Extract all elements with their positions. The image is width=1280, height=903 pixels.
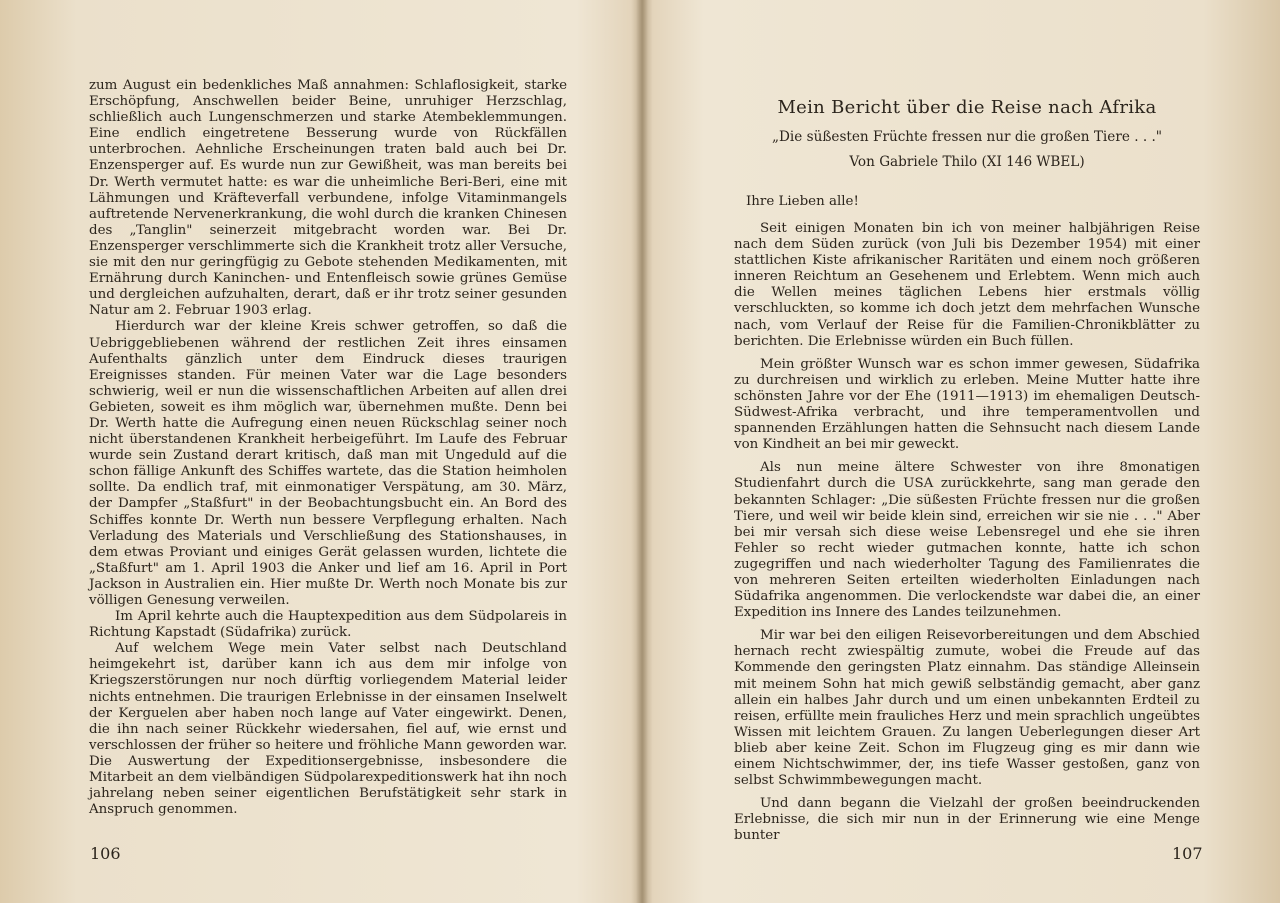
page-number: 106 <box>90 844 121 863</box>
greeting: Ihre Lieben alle! <box>746 194 859 209</box>
article-title: Mein Bericht über die Reise nach Afrika <box>777 97 1157 118</box>
paragraph: Seit einigen Monaten bin ich von meiner halbjährigen Reise nach dem Süden zurück (von Juli bis Dezember 1954) mit einer stattlichen Kiste afrikanischer Raritäten und einem noch größeren inneren Reichtum an Gesehenem und Erlebtem. Wenn mich auch die Wellen meines täglichen Lebens hier erstmals völlig verschluckten, so komme ich doch jetzt dem mehrfachen Wunsche nach, vom Verlauf der Reise für die Familien-Chronikblätter zu berichten. Die Erlebnisse würden ein Buch füllen. <box>734 221 1200 349</box>
left-page-text <box>89 78 567 818</box>
paragraph: Als nun meine ältere Schwester von ihre 8monatigen Studienfahrt durch die USA zurückkehrte, sang man gerade den bekannten Schlager: „Die süßesten Früchte fressen nur die großen Tiere, und weil wir beide klein sind, erreichen wir sie nie . . ." Aber bei mir versah sich diese weise Lebensregel und ehe sie ihren Fehler so recht wieder gutmachen konnte, hatte ich schon zugegriffen und nach wiederholter Tagung des Familienrates die von mehreren Seiten erteilten wiederholten Einladungen nach Südafrika angenommen. Die verlockendste war dabei die, an einer Expedition ins Innere des Landes teilzunehmen. <box>734 460 1200 621</box>
right-page <box>640 0 1280 903</box>
paragraph: Mir war bei den eiligen Reisevorbereitungen und dem Abschied hernach recht zwiespältig zumute, wobei die Freude auf das Kommende den geringsten Platz einnahm. Das ständige Alleinsein mit meinem Sohn hat mich gewiß selbständig gemacht, aber ganz allein ein halbes Jahr durch und um einen unbekannten Erdteil zu reisen, erfüllte mein frauliches Herz und mein sprachlich ungeübtes Wissen mit leichtem Grauen. Zu langen Ueberlegungen dieser Art blieb aber keine Zeit. Schon im Flugzeug ging es mir dann wie einem Nichtschwimmer, der, ins tiefe Wasser gestoßen, ganz von selbst Schwimmbewegungen macht. <box>734 628 1200 789</box>
paragraph: Und dann begann die Vielzahl der großen beeindruckenden Erlebnisse, die sich mir nun in der Erinnerung wie eine Menge bunter <box>734 796 1200 844</box>
paragraph: Im April kehrte auch die Hauptexpedition aus dem Südpolareis in Richtung Kapstadt (Südafrika) zurück. <box>89 609 567 641</box>
paragraph: Mein größter Wunsch war es schon immer gewesen, Südafrika zu durchreisen und wirklich zu erleben. Meine Mutter hatte ihre schönsten Jahre vor der Ehe (1911—1913) im ehemaligen Deutsch-Südwest-Afrika verbracht, und ihre temperamentvollen und spannenden Erzählungen hatten die Sehnsucht nach diesem Lande von Kindheit an bei mir geweckt. <box>734 356 1200 453</box>
paragraph: Hierdurch war der kleine Kreis schwer getroffen, so daß die Uebriggebliebenen während der restlichen Zeit ihres einsamen Aufenthalts gänzlich unter dem Eindruck dieses traurigen Ereignisses standen. Für meinen Vater war die Lage besonders schwierig, weil er nun die wissenschaftlichen Arbeiten auf allen drei Gebieten, soweit es ihm möglich war, übernehmen mußte. Denn bei Dr. Werth hatte die Aufregung einen neuen Rückschlag seiner noch nicht überstandenen Krankheit herbeigeführt. Im Laufe des Februar wurde sein Zustand derart kritisch, daß man mit Ungeduld auf die schon fällige Ankunft des Schiffes wartete, das die Station heimholen sollte. Da endlich traf, mit einmonatiger Verspätung, am 30. März, der Dampfer „Staßfurt" in der Beobachtungsbucht ein. An Bord des Schiffes konnte Dr. Werth nun bessere Verpflegung erhalten. Nach Verladung des Materials und Verschließung des Stationshauses, in dem etwas Proviant und einiges Gerät gelassen wurden, lichtete die „Staßfurt" am 1. April 1903 die Anker und lief am 16. April in Port Jackson in Australien ein. Hier mußte Dr. Werth noch Monate bis zur völligen Genesung verweilen. <box>89 319 567 608</box>
article-subtitle: „Die süßesten Früchte fressen nur die großen Tiere . . ." <box>771 129 1163 145</box>
page-number: 107 <box>1172 844 1203 863</box>
paragraph: zum August ein bedenkliches Maß annahmen: Schlaflosigkeit, starke Erschöpfung, Anschwellen beider Beine, unruhiger Herzschlag, schließlich auch Lungenschmerzen und starke Atembeklemmungen. Eine endlich eingetretene Besserung wurde von Rückfällen unterbrochen. Aehnliche Erscheinungen traten bald auch bei Dr. Enzensperger auf. Es wurde nun zur Gewißheit, was man bereits bei Dr. Werth vermutet hatte: es war die unheimliche Beri-Beri, eine mit Lähmungen und Kräfteverfall verbundene, infolge Vitaminmangels auftretende Nervenerkrankung, die wohl durch die kranken Chinesen des „Tanglin" seinerzeit mitgebracht worden war. Bei Dr. Enzensperger verschlimmerte sich die Krankheit trotz aller Versuche, sie mit den nur geringfügig zu Gebote stehenden Medikamenten, mit Ernährung durch Kaninchen- und Entenfleisch sowie grünes Gemüse und dergleichen aufzuhalten, derart, daß er ihr trotz seiner gesunden Natur am 2. Februar 1903 erlag. <box>89 78 567 319</box>
right-page-text <box>734 221 1200 844</box>
paragraph: Auf welchem Wege mein Vater selbst nach Deutschland heimgekehrt ist, darüber kann ich aus dem mir infolge von Kriegszerstörungen nur noch dürftig vorliegendem Material leider nichts entnehmen. Die traurigen Erlebnisse in der einsamen Inselwelt der Kerguelen aber haben noch lange auf Vater eingewirkt. Denen, die ihn nach seiner Rückkehr wiedersahen, fiel auf, wie ernst und verschlossen der früher so heitere und fröhliche Mann geworden war. Die Auswertung der Expeditionsergebnisse, insbesondere die Mitarbeit an dem vielbändigen Südpolarexpeditionswerk hat ihn noch jahrelang neben seiner eigentlichen Berufstätigkeit sehr stark in Anspruch genommen. <box>89 641 567 818</box>
article-heading <box>734 96 1200 173</box>
article-author: Von Gabriele Thilo (XI 146 WBEL) <box>849 154 1085 170</box>
